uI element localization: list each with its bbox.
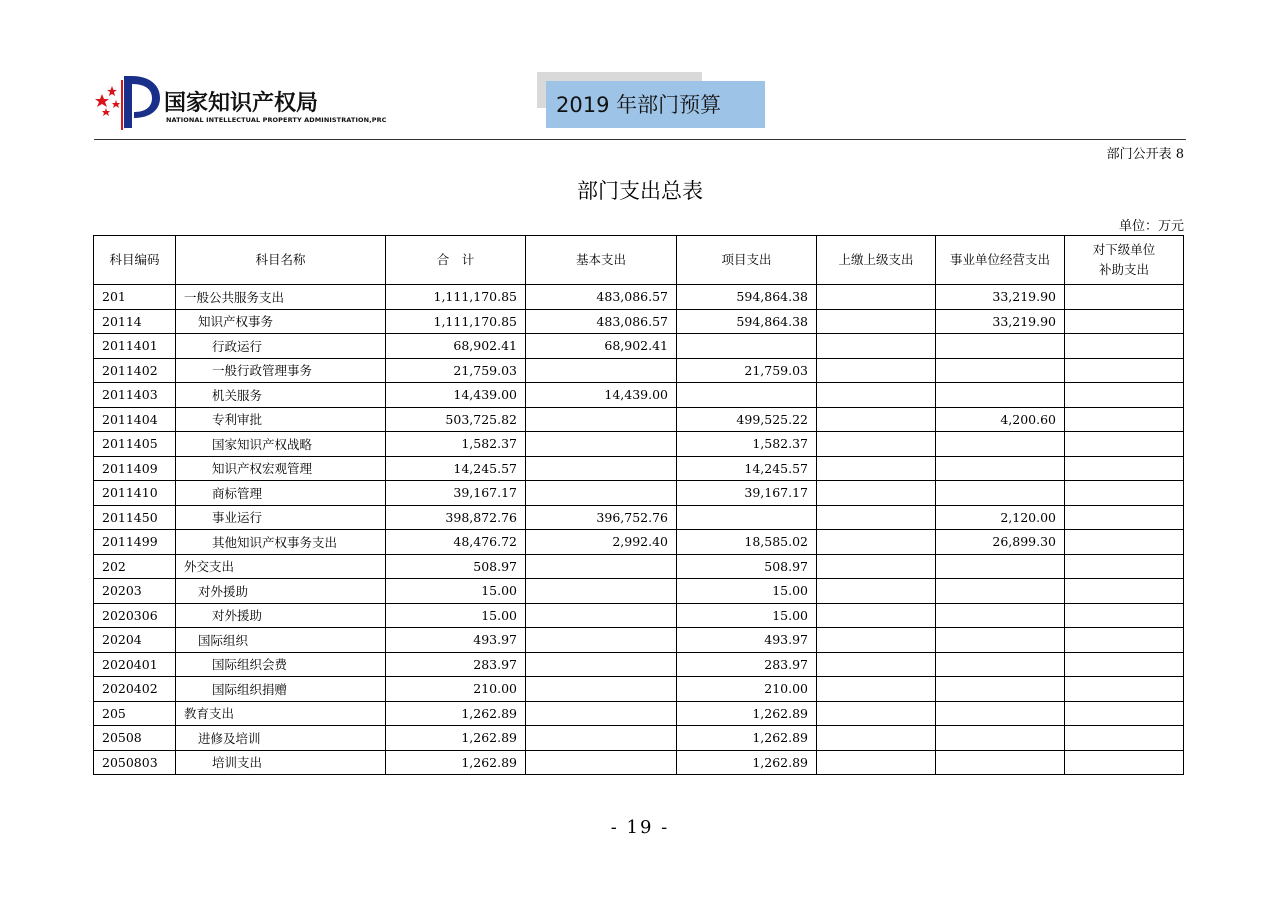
cell-code: 2020401	[94, 652, 176, 677]
table-row	[94, 750, 1184, 775]
cell-business	[936, 481, 1065, 506]
cell-subsidy	[1065, 285, 1184, 310]
cell-basic: 396,752.76	[526, 505, 677, 530]
cell-code: 2011402	[94, 358, 176, 383]
cell-project	[677, 505, 817, 530]
cell-total: 68,902.41	[386, 334, 526, 359]
cell-total: 283.97	[386, 652, 526, 677]
cell-project	[677, 383, 817, 408]
cell-name: 对外援助	[176, 603, 386, 628]
cell-code: 2011404	[94, 407, 176, 432]
cell-code: 20203	[94, 579, 176, 604]
cell-name: 国际组织会费	[176, 652, 386, 677]
header-subsidy: 对下级单位 补助支出	[1065, 236, 1184, 285]
table-body	[94, 285, 1184, 775]
cell-project: 1,262.89	[677, 701, 817, 726]
cell-total: 1,582.37	[386, 432, 526, 457]
cell-project: 499,525.22	[677, 407, 817, 432]
cell-project: 594,864.38	[677, 285, 817, 310]
cell-total: 1,262.89	[386, 750, 526, 775]
cell-business	[936, 652, 1065, 677]
table-row	[94, 334, 1184, 359]
cell-business	[936, 432, 1065, 457]
cell-subsidy	[1065, 358, 1184, 383]
cell-project: 14,245.57	[677, 456, 817, 481]
table-row	[94, 579, 1184, 604]
cell-total: 1,111,170.85	[386, 309, 526, 334]
cell-upper	[817, 407, 936, 432]
cell-subsidy	[1065, 603, 1184, 628]
cell-basic	[526, 701, 677, 726]
cell-subsidy	[1065, 652, 1184, 677]
cell-total: 1,111,170.85	[386, 285, 526, 310]
cell-business: 4,200.60	[936, 407, 1065, 432]
cell-subsidy	[1065, 505, 1184, 530]
cell-total: 493.97	[386, 628, 526, 653]
page-header	[0, 0, 1280, 140]
cell-name: 知识产权宏观管理	[176, 456, 386, 481]
header-total: 合 计	[386, 236, 526, 285]
cell-basic	[526, 554, 677, 579]
table-row	[94, 456, 1184, 481]
cell-basic	[526, 628, 677, 653]
cell-name: 一般行政管理事务	[176, 358, 386, 383]
table-row	[94, 628, 1184, 653]
table-row	[94, 530, 1184, 555]
cell-subsidy	[1065, 481, 1184, 506]
cell-code: 20508	[94, 726, 176, 751]
cell-project: 15.00	[677, 579, 817, 604]
logo-english-name: NATIONAL INTELLECTUAL PROPERTY ADMINISTRATION,PRC	[166, 116, 387, 124]
cell-name: 国家知识产权战略	[176, 432, 386, 457]
cell-name: 培训支出	[176, 750, 386, 775]
cell-total: 15.00	[386, 603, 526, 628]
header-business: 事业单位经营支出	[936, 236, 1065, 285]
cell-basic: 2,992.40	[526, 530, 677, 555]
cell-upper	[817, 505, 936, 530]
cell-basic	[526, 579, 677, 604]
table-row	[94, 481, 1184, 506]
cell-code: 2011405	[94, 432, 176, 457]
cell-business: 26,899.30	[936, 530, 1065, 555]
cell-code: 202	[94, 554, 176, 579]
cell-code: 2011401	[94, 334, 176, 359]
cell-upper	[817, 530, 936, 555]
table-row	[94, 358, 1184, 383]
cell-name: 国际组织捐赠	[176, 677, 386, 702]
cell-basic	[526, 652, 677, 677]
cell-project: 493.97	[677, 628, 817, 653]
cell-name: 知识产权事务	[176, 309, 386, 334]
cell-basic	[526, 456, 677, 481]
cell-upper	[817, 432, 936, 457]
cell-project: 15.00	[677, 603, 817, 628]
cell-subsidy	[1065, 554, 1184, 579]
cell-code: 2011403	[94, 383, 176, 408]
budget-year-label: 2019 年部门预算	[556, 93, 722, 117]
cell-subsidy	[1065, 432, 1184, 457]
header-upper: 上缴上级支出	[817, 236, 936, 285]
cell-name: 机关服务	[176, 383, 386, 408]
table-row	[94, 554, 1184, 579]
cell-name: 行政运行	[176, 334, 386, 359]
cell-subsidy	[1065, 456, 1184, 481]
cell-business	[936, 554, 1065, 579]
expenditure-table	[93, 235, 1184, 775]
cell-subsidy	[1065, 334, 1184, 359]
cell-business	[936, 750, 1065, 775]
cell-business	[936, 383, 1065, 408]
cell-subsidy	[1065, 383, 1184, 408]
cell-name: 对外援助	[176, 579, 386, 604]
cell-project: 1,262.89	[677, 726, 817, 751]
cell-code: 205	[94, 701, 176, 726]
cell-total: 1,262.89	[386, 726, 526, 751]
cell-project: 210.00	[677, 677, 817, 702]
cell-upper	[817, 481, 936, 506]
cell-business	[936, 628, 1065, 653]
cell-name: 专利审批	[176, 407, 386, 432]
cell-subsidy	[1065, 579, 1184, 604]
cell-project: 1,262.89	[677, 750, 817, 775]
cell-basic: 68,902.41	[526, 334, 677, 359]
table-row	[94, 432, 1184, 457]
cell-total: 398,872.76	[386, 505, 526, 530]
cell-subsidy	[1065, 309, 1184, 334]
cell-business: 33,219.90	[936, 285, 1065, 310]
cell-subsidy	[1065, 677, 1184, 702]
cell-code: 201	[94, 285, 176, 310]
cell-project: 18,585.02	[677, 530, 817, 555]
table-header-row	[94, 236, 1184, 285]
unit-label: 单位：万元	[1118, 219, 1184, 234]
cell-total: 14,245.57	[386, 456, 526, 481]
header-divider	[94, 139, 1186, 140]
table-row	[94, 701, 1184, 726]
cell-upper	[817, 603, 936, 628]
cell-business: 2,120.00	[936, 505, 1065, 530]
cell-subsidy	[1065, 628, 1184, 653]
cell-code: 2020306	[94, 603, 176, 628]
cell-code: 2011410	[94, 481, 176, 506]
cell-subsidy	[1065, 530, 1184, 555]
cell-business	[936, 603, 1065, 628]
cell-upper	[817, 358, 936, 383]
cell-basic: 483,086.57	[526, 285, 677, 310]
table-row	[94, 285, 1184, 310]
table-row	[94, 309, 1184, 334]
table-row	[94, 726, 1184, 751]
cell-upper	[817, 750, 936, 775]
cnipa-emblem-icon	[92, 72, 164, 132]
cell-basic: 14,439.00	[526, 383, 677, 408]
cell-basic	[526, 603, 677, 628]
cell-upper	[817, 554, 936, 579]
cell-project: 508.97	[677, 554, 817, 579]
header-name: 科目名称	[176, 236, 386, 285]
cell-basic	[526, 407, 677, 432]
cell-project: 21,759.03	[677, 358, 817, 383]
cell-basic: 483,086.57	[526, 309, 677, 334]
cell-upper	[817, 726, 936, 751]
table-row	[94, 603, 1184, 628]
cell-upper	[817, 334, 936, 359]
cell-code: 2020402	[94, 677, 176, 702]
cell-upper	[817, 628, 936, 653]
cell-project: 283.97	[677, 652, 817, 677]
cell-subsidy	[1065, 407, 1184, 432]
cell-total: 503,725.82	[386, 407, 526, 432]
cell-basic	[526, 677, 677, 702]
cell-upper	[817, 309, 936, 334]
cell-upper	[817, 701, 936, 726]
cell-business	[936, 456, 1065, 481]
cell-upper	[817, 652, 936, 677]
cell-total: 48,476.72	[386, 530, 526, 555]
cell-name: 事业运行	[176, 505, 386, 530]
cell-project	[677, 334, 817, 359]
cell-name: 一般公共服务支出	[176, 285, 386, 310]
cell-name: 商标管理	[176, 481, 386, 506]
cell-total: 210.00	[386, 677, 526, 702]
cnipa-logo	[92, 72, 412, 132]
table-row	[94, 383, 1184, 408]
document-title: 部门支出总表	[577, 179, 703, 203]
cell-subsidy	[1065, 726, 1184, 751]
cell-upper	[817, 285, 936, 310]
cell-upper	[817, 579, 936, 604]
cell-basic	[526, 750, 677, 775]
cell-basic	[526, 481, 677, 506]
cell-subsidy	[1065, 701, 1184, 726]
cell-business	[936, 701, 1065, 726]
form-number: 部门公开表 8	[1106, 147, 1184, 162]
cell-total: 1,262.89	[386, 701, 526, 726]
table-row	[94, 505, 1184, 530]
cell-upper	[817, 456, 936, 481]
cell-name: 进修及培训	[176, 726, 386, 751]
table-row	[94, 677, 1184, 702]
cell-business	[936, 677, 1065, 702]
cell-code: 20114	[94, 309, 176, 334]
cell-subsidy	[1065, 750, 1184, 775]
cell-upper	[817, 677, 936, 702]
cell-business	[936, 579, 1065, 604]
header-code: 科目编码	[94, 236, 176, 285]
cell-business	[936, 358, 1065, 383]
cell-name: 外交支出	[176, 554, 386, 579]
cell-basic	[526, 358, 677, 383]
cell-project: 39,167.17	[677, 481, 817, 506]
cell-total: 508.97	[386, 554, 526, 579]
cell-business	[936, 334, 1065, 359]
cell-project: 1,582.37	[677, 432, 817, 457]
cell-business	[936, 726, 1065, 751]
cell-code: 2011499	[94, 530, 176, 555]
page-number: - 19 -	[610, 817, 670, 838]
cell-code: 20204	[94, 628, 176, 653]
cell-total: 15.00	[386, 579, 526, 604]
cell-total: 14,439.00	[386, 383, 526, 408]
cell-name: 教育支出	[176, 701, 386, 726]
cell-code: 2050803	[94, 750, 176, 775]
header-project: 项目支出	[677, 236, 817, 285]
cell-basic	[526, 432, 677, 457]
cell-basic	[526, 726, 677, 751]
logo-chinese-name: 国家知识产权局	[164, 91, 319, 116]
cell-total: 21,759.03	[386, 358, 526, 383]
header-basic: 基本支出	[526, 236, 677, 285]
cell-upper	[817, 383, 936, 408]
table-row	[94, 407, 1184, 432]
cell-code: 2011450	[94, 505, 176, 530]
cell-code: 2011409	[94, 456, 176, 481]
cell-business: 33,219.90	[936, 309, 1065, 334]
cell-name: 国际组织	[176, 628, 386, 653]
cell-project: 594,864.38	[677, 309, 817, 334]
cell-total: 39,167.17	[386, 481, 526, 506]
cell-name: 其他知识产权事务支出	[176, 530, 386, 555]
table-row	[94, 652, 1184, 677]
